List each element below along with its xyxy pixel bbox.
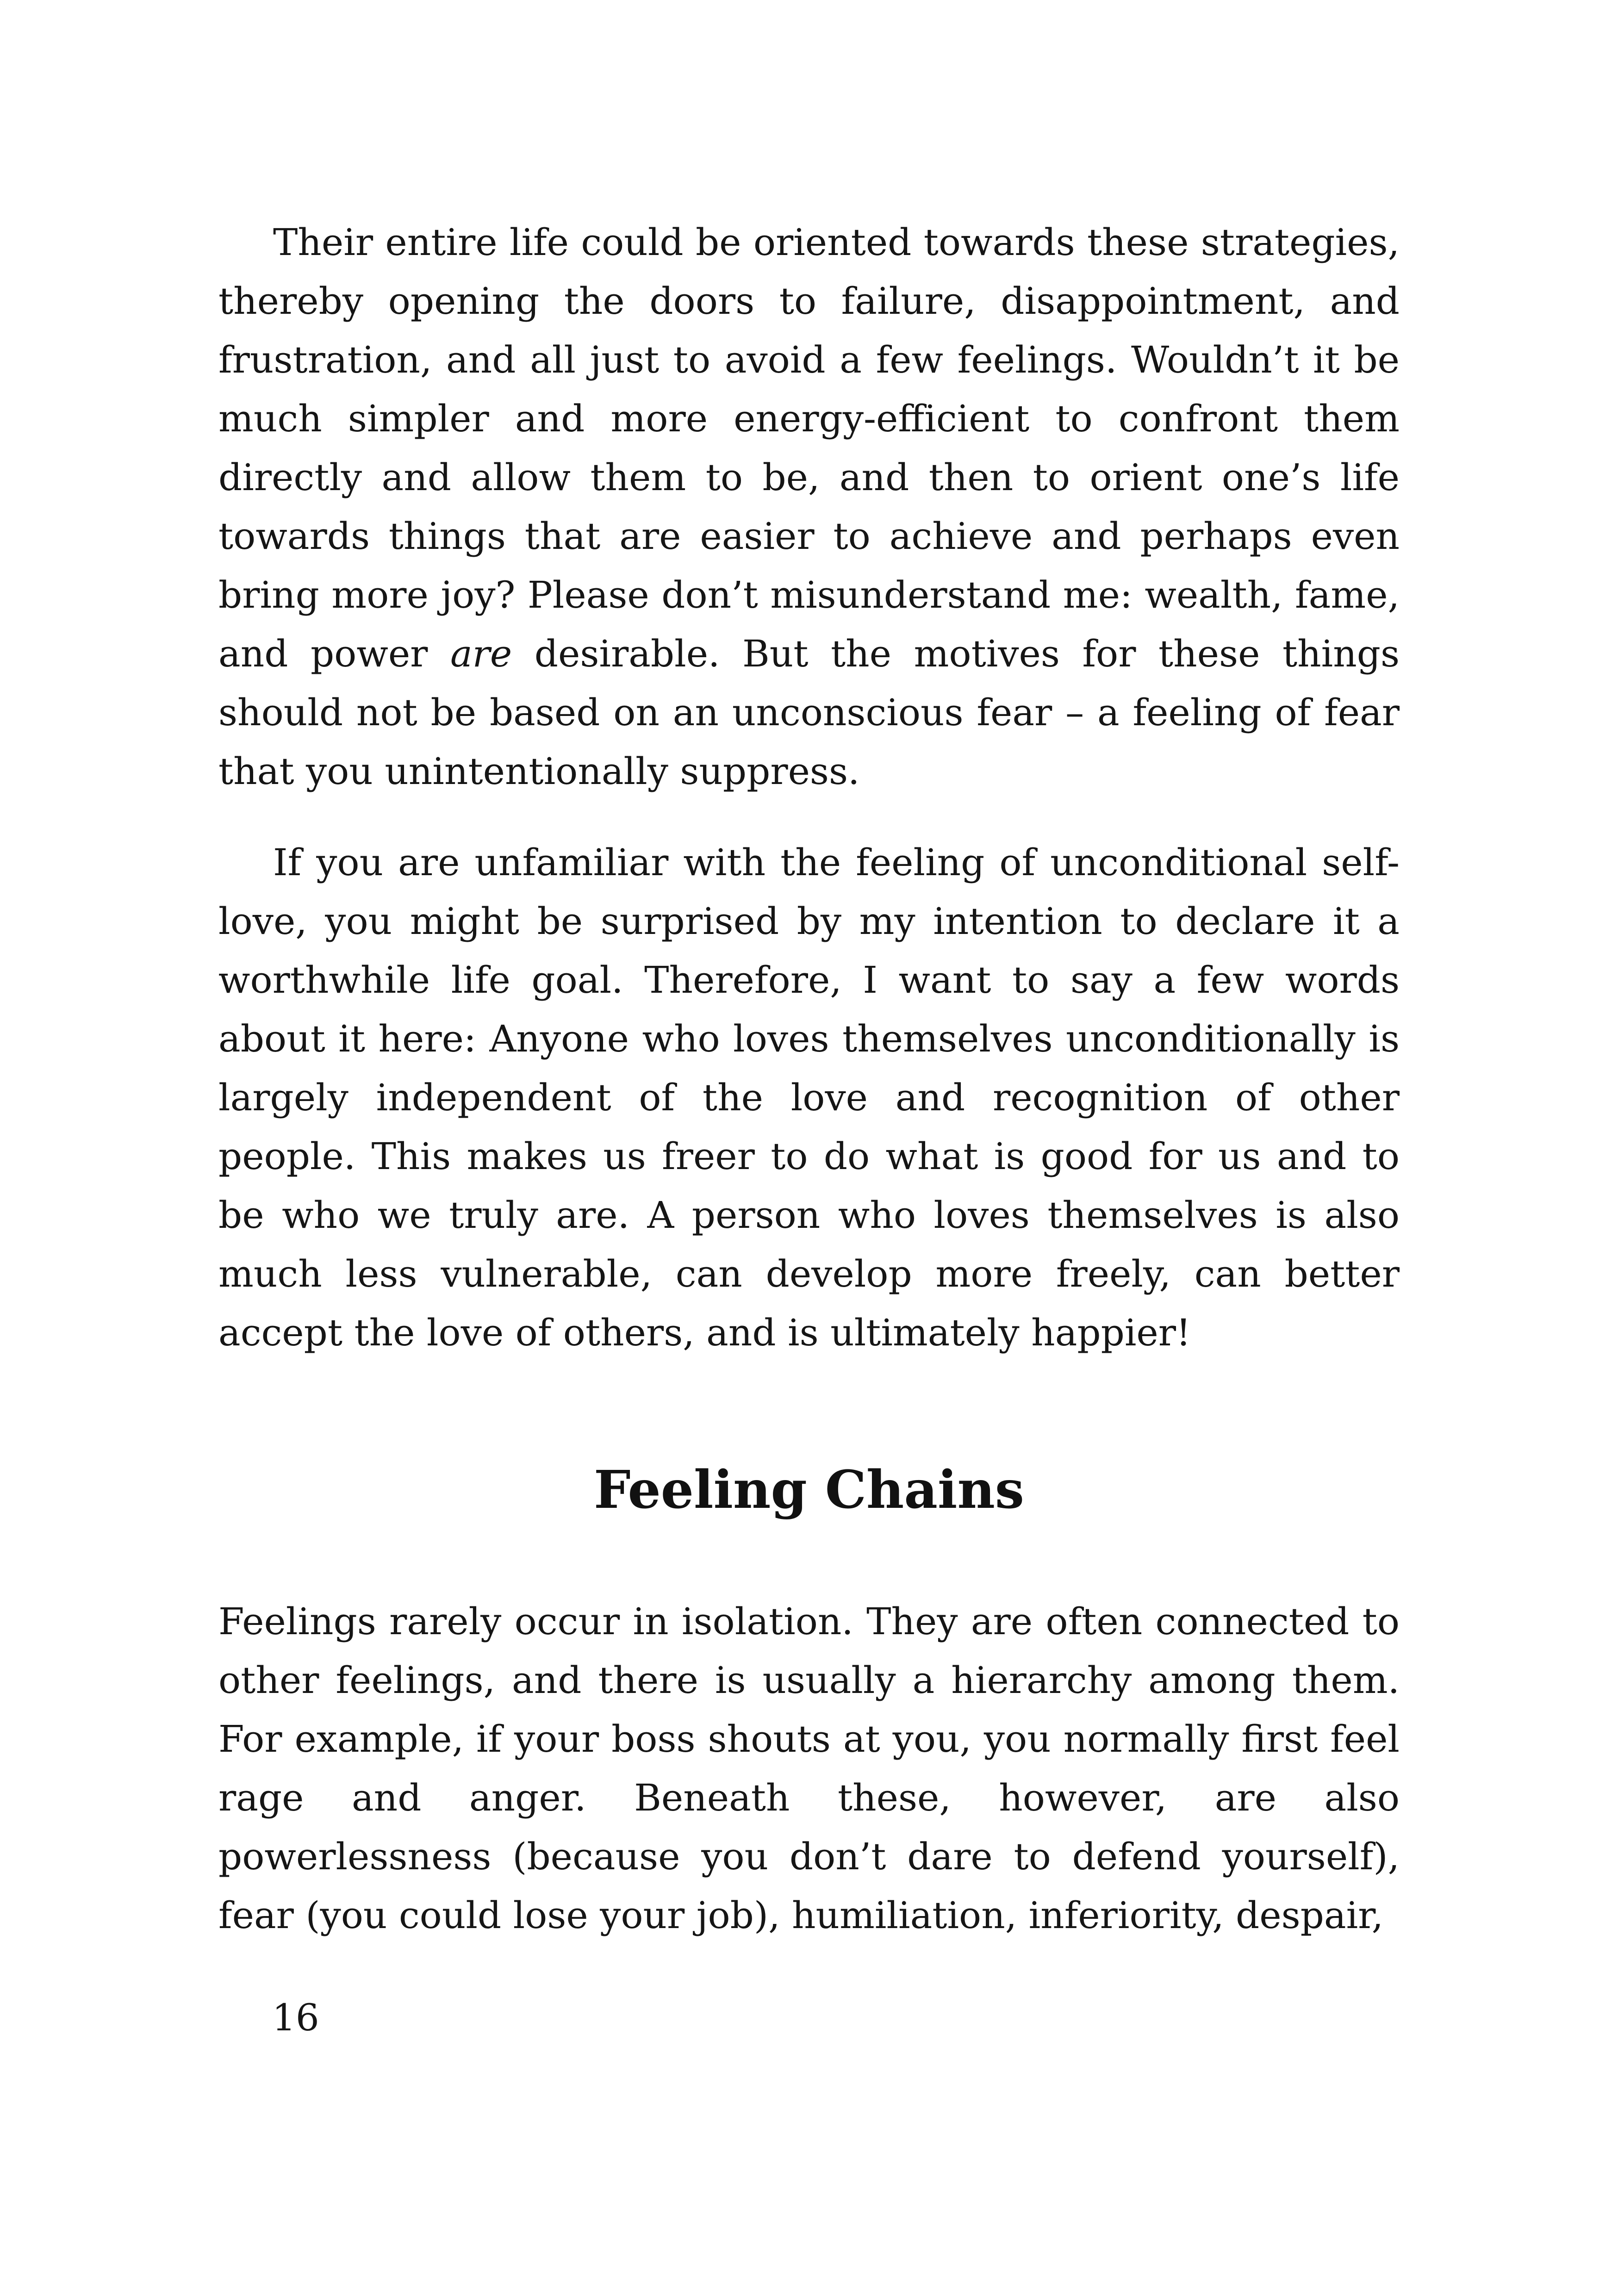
paragraph-1	[218, 213, 1400, 801]
paragraph-1-text-end: desirable. But the motives for these things should not be based on an unconscious fear – a feeling of fear that you unintentionally suppress.	[218, 632, 1400, 793]
page-number: 16	[272, 1996, 319, 2039]
paragraph-1-emphasis: are	[450, 632, 512, 675]
section-heading: Feeling Chains	[594, 1460, 1024, 1520]
paragraph-1-text-start: Their entire life could be oriented towards these strategies, thereby opening the doors to failure, disappointment, and frustration, and all just to avoid a few feelings. Wouldn’t it be much simpler and more energy-efficient to confront them directly and allow them to be, and then to orient one’s life towards things that are easier to achieve and perhaps even bring more joy? Please don’t misunderstand me: wealth, fame, and power	[218, 221, 1400, 675]
paragraph-3: Feelings rarely occur in isolation. They are often connected to other feelings, and there is usually a hierarchy among them. For example, if your boss shouts at you, you normally first feel rage and anger. Beneath these, however, are also powerlessness (because you don’t dare to defend yourself), fear (you could lose your job), humiliation, inferiority, despair,	[218, 1600, 1400, 1937]
paragraph-2: If you are unfamiliar with the feeling of unconditional self-love, you might be surprised by my intention to declare it a worthwhile life goal. Therefore, I want to say a few words about it here: Anyone who loves themselves unconditionally is largely independent of the love and recognition of other people. This makes us freer to do what is good for us and to be who we truly are. A person who loves themselves is also much less vulnerable, can develop more freely, can better accept the love of others, and is ultimately happier!	[218, 841, 1400, 1354]
